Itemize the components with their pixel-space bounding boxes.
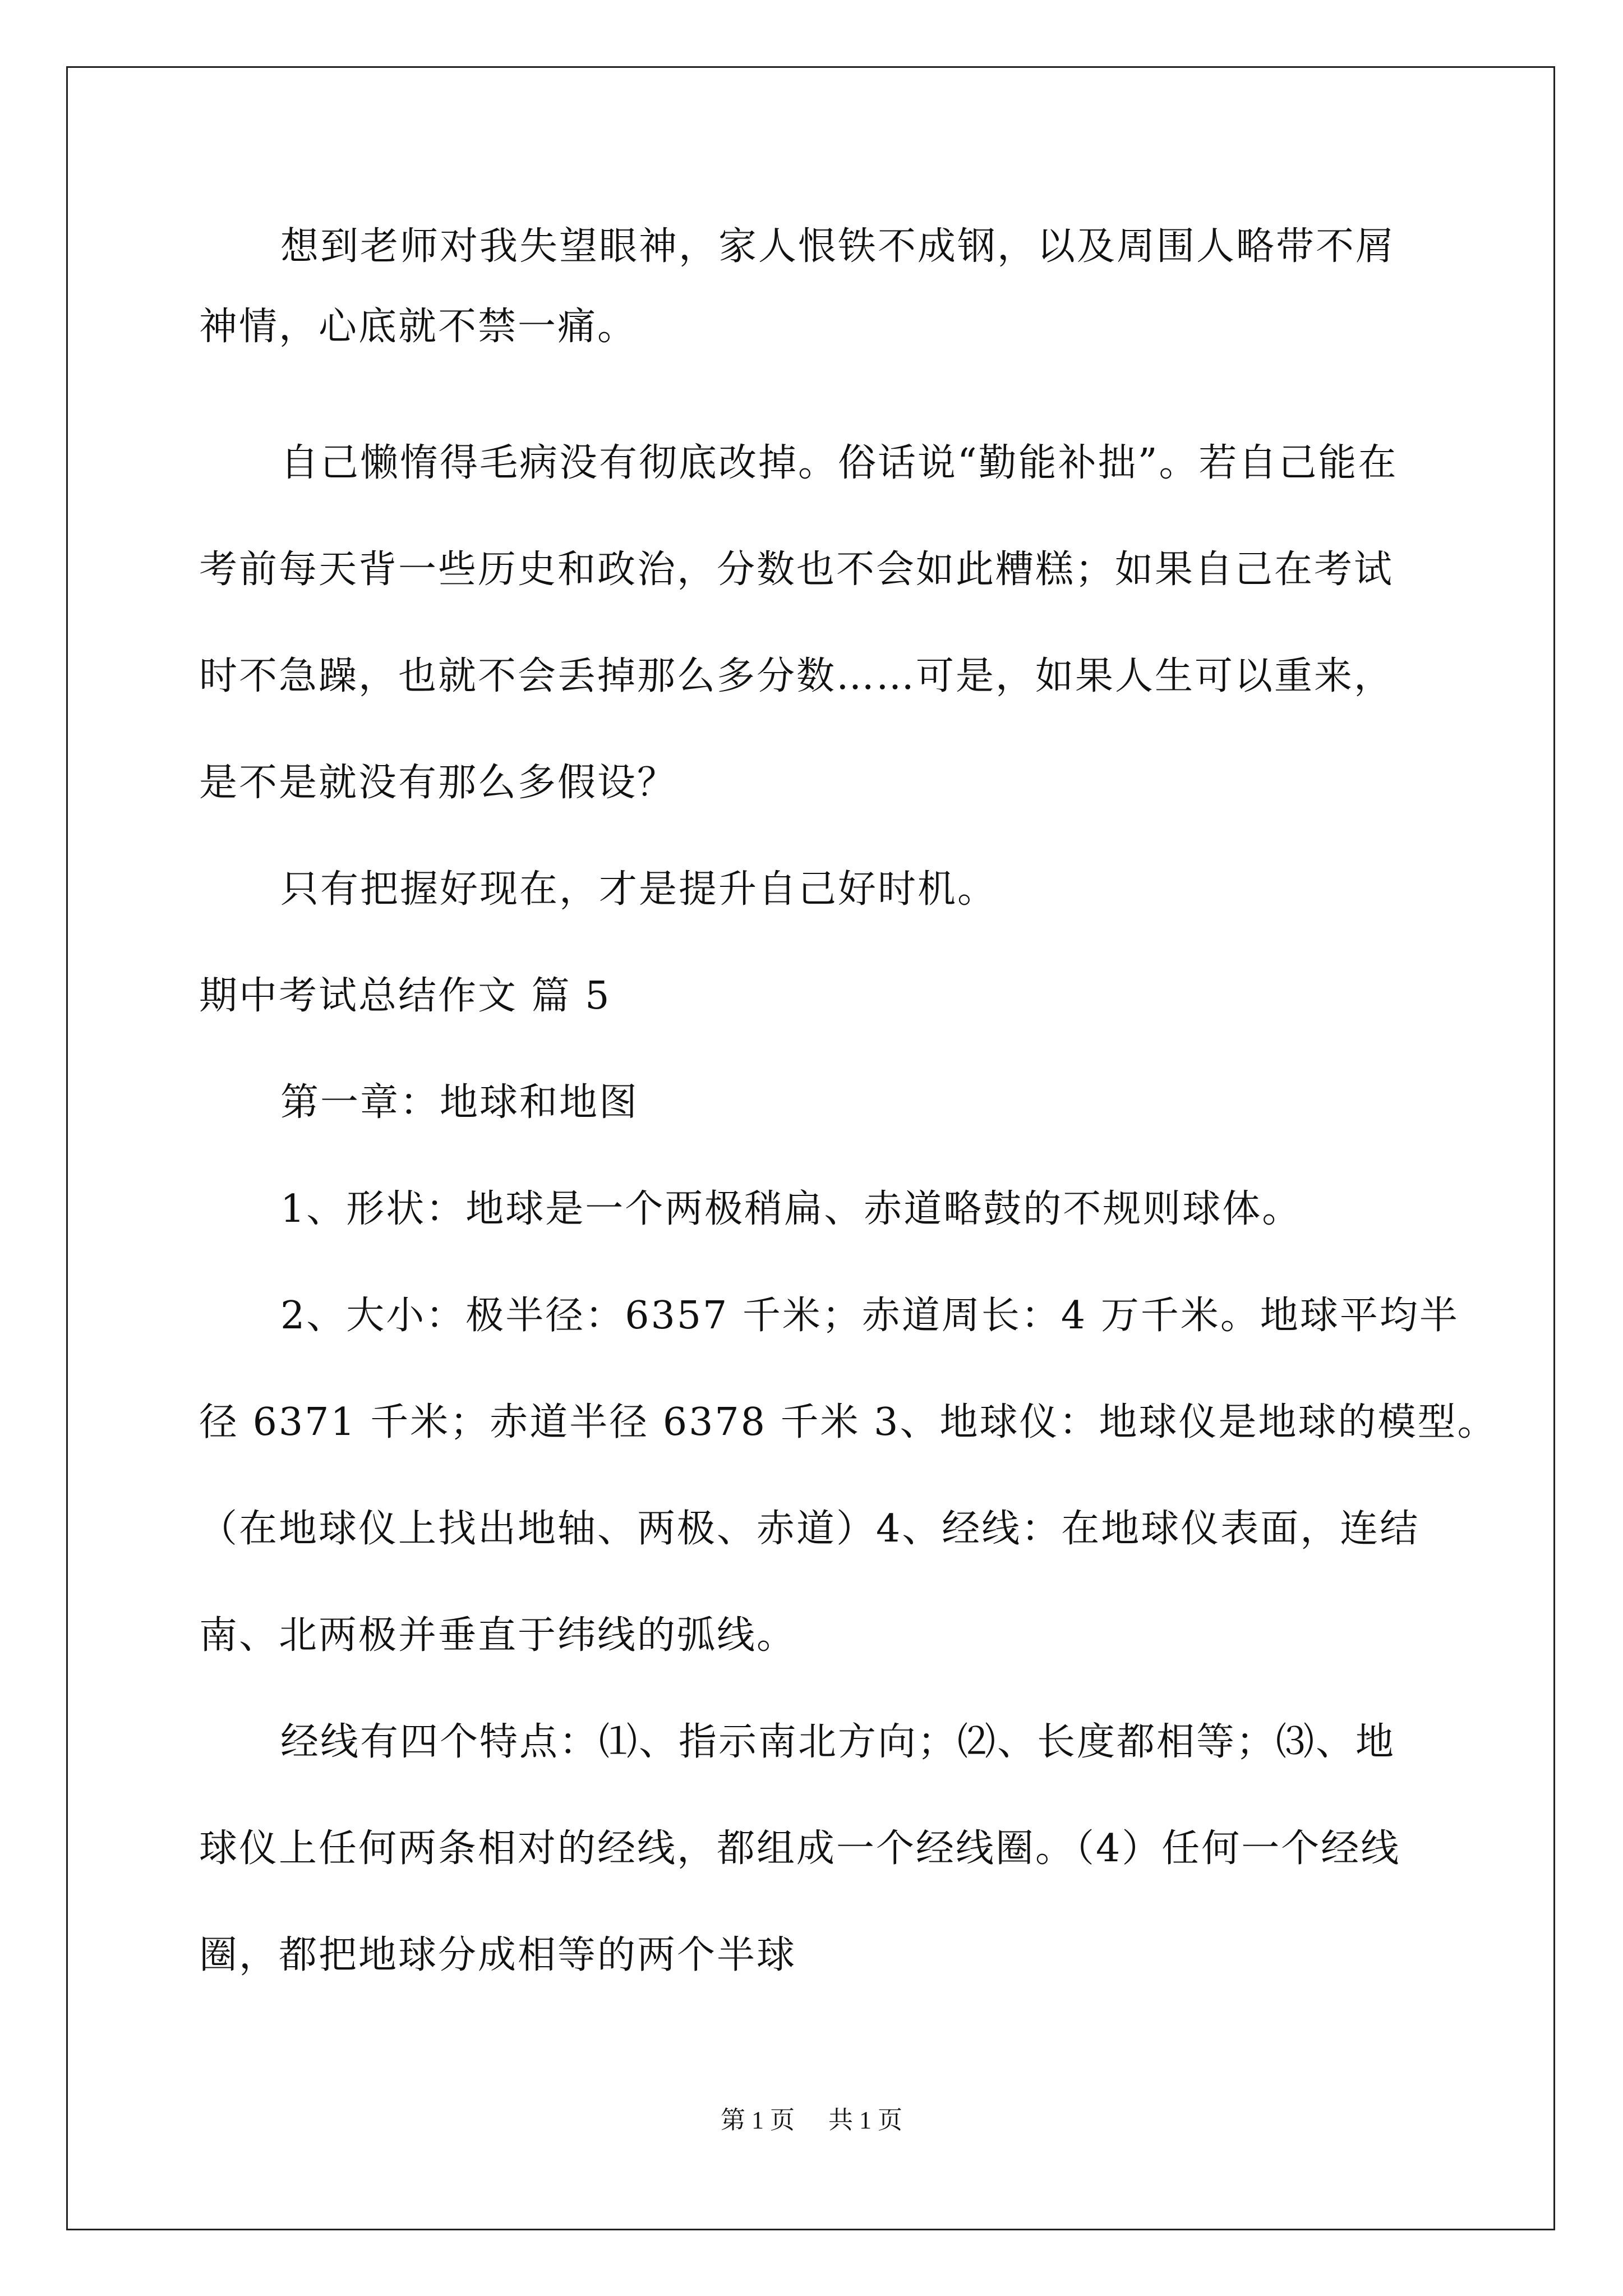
text-line: 经线有四个特点：⑴、指示南北方向；⑵、长度都相等；⑶、地 — [280, 1720, 1396, 1764]
text-line: 只有把握好现在，才是提升自己好时机。 — [280, 867, 998, 912]
text-line: 是不是就没有那么多假设？ — [199, 761, 677, 805]
text-line: 神情，心底就不禁一痛。 — [199, 305, 638, 349]
text-line: 1、形状：地球是一个两极稍扁、赤道略鼓的不规则球体。 — [280, 1187, 1302, 1231]
text-line: 径 6371 千米；赤道半径 6378 千米 3、地球仪：地球仪是地球的模型。 — [199, 1400, 1497, 1444]
text-line: 自己懒惰得毛病没有彻底改掉。俗话说“勤能补拙”。若自己能在 — [280, 441, 1398, 485]
text-line: 南、北两极并垂直于纬线的弧线。 — [199, 1613, 797, 1658]
page-footer — [0, 2104, 1623, 2137]
text-line: 圈，都把地球分成相等的两个半球 — [199, 1933, 797, 1977]
page-number: 第 1 页 — [721, 2106, 795, 2134]
text-line: 想到老师对我失望眼神，家人恨铁不成钢，以及周围人略带不屑 — [280, 224, 1396, 269]
section-heading: 期中考试总结作文 篇 5 — [199, 974, 611, 1018]
text-line: （在地球仪上找出地轴、两极、赤道）4、经线：在地球仪表面，连结 — [199, 1507, 1420, 1551]
text-line: 时不急躁，也就不会丢掉那么多分数……可是，如果人生可以重来， — [199, 654, 1394, 698]
page-border — [66, 66, 1555, 2230]
chapter-heading: 第一章：地球和地图 — [280, 1080, 639, 1125]
text-line: 球仪上任何两条相对的经线，都组成一个经线圈。（4）任何一个经线 — [199, 1826, 1401, 1871]
text-line: 考前每天背一些历史和政治，分数也不会如此糟糕；如果自己在考试 — [199, 547, 1394, 592]
text-line: 2、大小：极半径：6357 千米；赤道周长：4 万千米。地球平均半 — [280, 1294, 1459, 1338]
page-total: 共 1 页 — [828, 2106, 902, 2134]
